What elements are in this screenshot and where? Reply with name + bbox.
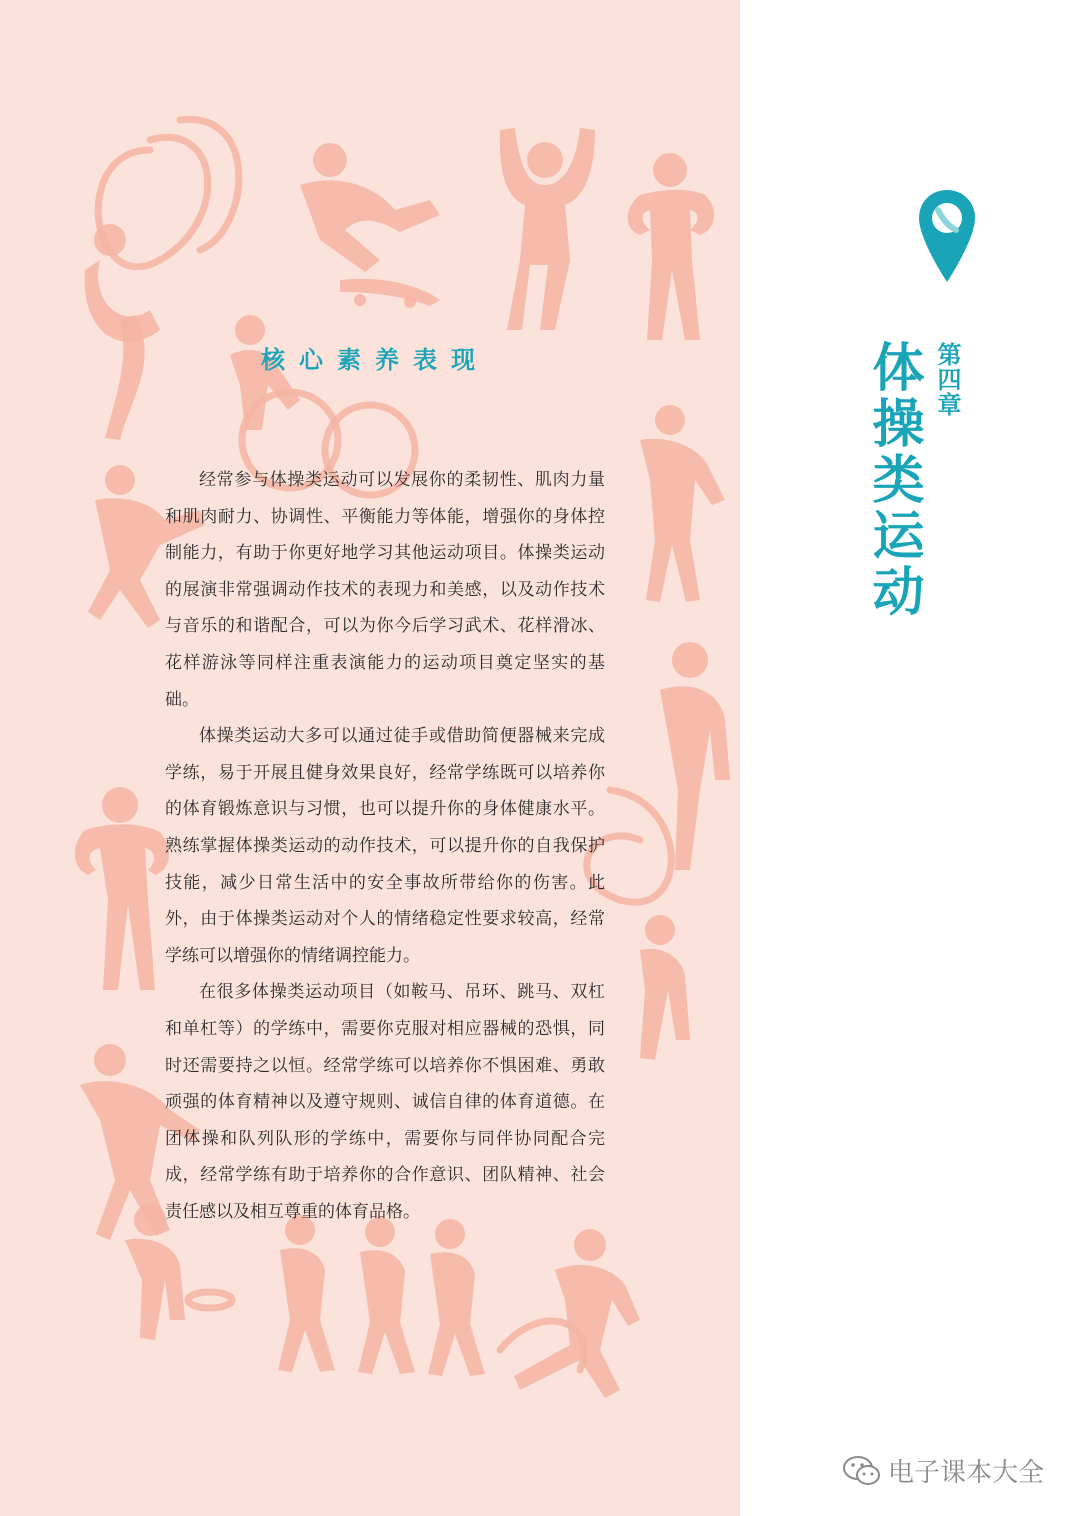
paragraph: 经常参与体操类运动可以发展你的柔韧性、肌肉力量和肌肉耐力、协调性、平衡能力等体能，增强你的身体控制能力，有助于你更好地学习其他运动项目。体操类运动的展演非常强调动作技术的表现力和美感，以及动作技术与音乐的和谐配合，可以为你今后学习武术、花样滑冰、花样游泳等同样注重表演能力的运动项目奠定坚实的基础。 [165, 470, 605, 710]
body-text [165, 462, 605, 1230]
watermark-text: 电子课本大全 [888, 1458, 1045, 1488]
paragraph: 体操类运动大多可以通过徒手或借助简便器械来完成学练，易于开展且健身效果良好，经常学练既可以培养你的体育锻炼意识与习惯，也可以提升你的身体健康水平。熟练掌握体操类运动的动作技术，可以提升你的自我保护技能，减少日常生活中的安全事故所带给你的伤害。此外，由于体操类运动对个人的情绪稳定性要求较高，经常学练可以增强你的情绪调控能力。 [165, 726, 605, 966]
chapter-title: 体操类运动 [863, 340, 923, 620]
chapter-number: 第四章 [933, 342, 961, 417]
section-heading: 核心素养表现 [261, 346, 489, 374]
watermark [842, 1452, 1044, 1489]
location-pin-icon [916, 188, 978, 284]
wechat-icon [842, 1454, 882, 1488]
right-panel [740, 0, 1080, 1516]
paragraph: 在很多体操类运动项目（如鞍马、吊环、跳马、双杠和单杠等）的学练中，需要你克服对相应器械的恐惧，同时还需要持之以恒。经常学练可以培养你不惧困难、勇敢顽强的体育精神以及遵守规则、诚信自律的体育道德。在团体操和队列队形的学练中，需要你与同伴协同配合完成，经常学练有助于培养你的合作意识、团队精神、社会责任感以及相互尊重的体育品格。 [165, 982, 605, 1222]
